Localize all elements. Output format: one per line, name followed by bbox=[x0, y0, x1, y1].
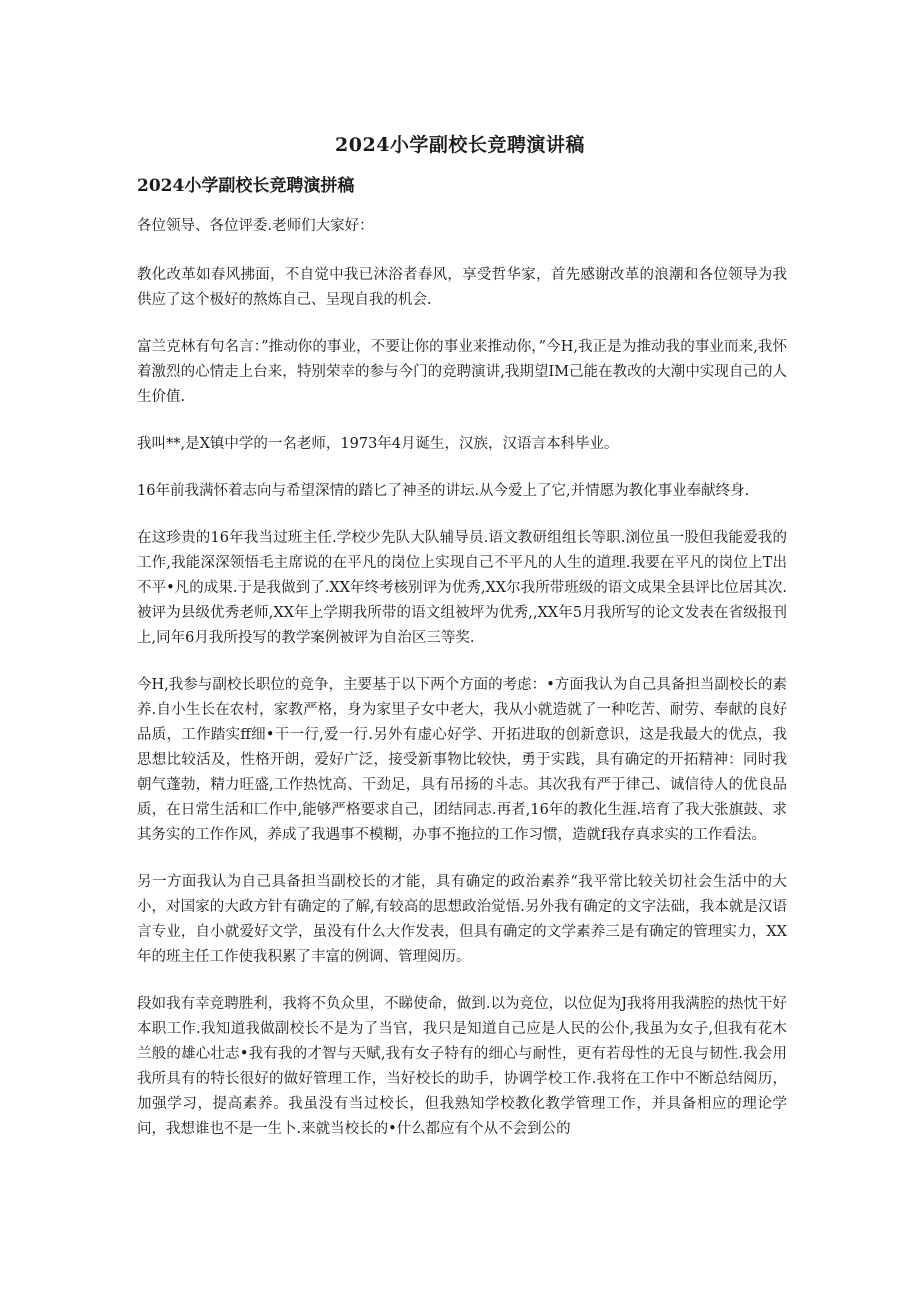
body-paragraph: 在这珍贵的16年我当过班主任.学校少先队大队辅导员.语文教研组组长等职.浏位虽一股但我能爱我的工作,我能深深领悟毛主席说的在平凡的岗位上实现自己不平凡的人生的道理.我要在平凡的岗位上T出不平•凡的成果.于是我做到了.XX年终考核别评为优秀,XX尔我所带班级的语文成果全县评比位居其次.被评为县级优秀老师,XX年上学期我所带的语文组被坪为优秀,,XX年5月我所写的论文发表在省级报刊上,同年6月我所投写的教学案例被评为自治区三等奖. bbox=[137, 530, 787, 646]
body-paragraph: 教化改革如春风拂面，不自觉中我已沐浴者春风，享受哲华家，首先感谢改革的浪潮和各位领导为我供应了这个极好的熬炼自己、呈现自我的机会. bbox=[137, 267, 787, 308]
greeting-paragraph: 各位领导、各位评委.老师们大家好： bbox=[137, 218, 374, 234]
body-paragraph: 16年前我满怀着志向与希望深情的踏匕了神圣的讲坛.从今爱上了它,并情愿为教化事业奉献终身. bbox=[137, 483, 750, 499]
document-subtitle: 2024小学副校长竞聘演拼稿 bbox=[137, 176, 355, 196]
body-paragraph: 富兰克林有句名言：”推动你的事业，不要让你的事业来推动你，”今H,我正是为推动我的事业而来,我怀着激烈的心情走上台来，特别荣幸的参与今门的竞聘演讲,我期望IM己能在教改的大潮中实现自己的人生价值. bbox=[137, 339, 787, 405]
body-paragraph: 另一方面我认为自己具备担当副校长的才能，具有确定的政治素养“我平常比较关切社会生活中的大小，对国家的大政方针有确定的了解,有较高的思想政治觉悟.另外我有确定的文字法础，我本就是汉语言专业，自小就爱好文学，虽没有什么大作发表，但具有确定的文学素养三是有确定的管理实力，XX年的班主任工作使我积累了丰富的例调、管理阅历。 bbox=[137, 874, 787, 965]
document-body bbox=[137, 214, 787, 1164]
body-paragraph: 今H,我参与副校长职位的竞争，主要基于以下两个方面的考虑：•方面我认为自己具备担当副校长的素养.自小生长在农村，家教严格，身为家里子女中老大，我从小就造就了一种吃苦、耐劳、奉献的良好品质，工作踏实ff细•干一行,爱一行.另外有虚心好学、开拓进取的创新意识，这是我最大的优点，我思想比较活及，性格开朗，爱好广泛，接受新事物比较快，勇于实践，具有确定的开拓精神：同时我朝气蓬勃，精力旺盛,工作热忱高、干劲足，具有吊扬的斗志。其次我有严于律己、诚信待人的优良品质，在日常生活和匚作中,能够严格要求自己，团结同志.再者,16年的教化生涯.培育了我大张旗鼓、求其务实的工作作风，养成了我遇事不模糊，办事不拖拉的工作习惯，造就f我存真求实的工作看法。 bbox=[137, 677, 787, 843]
document-title: 2024小学副校长竞聘演讲稿 bbox=[335, 134, 585, 156]
body-paragraph: 段如我有幸竞聘胜利，我将不负众里，不睇使命，做到.以为竞位，以位促为J我将用我满腔的热忱干好本职工作.我知道我做副校长不是为了当官，我只是知道自己应是人民的公仆,我虽为女子,但我有花木兰般的雄心壮志•我有我的才智与天赋,我有女子特有的细心与耐性，更有若母性的无良与韧性.我会用我所具有的特长很好的做好管理工作，当好校长的助手，协调学校工作.我将在工作中不断总结阅历，加强学习，提高素养。我虽没有当过校长，但我熟知学校教化教学管理工作，并具备相应的理论学问，我想谁也不是一生卜.来就当校长的•什么都应有个从不会到公的 bbox=[137, 996, 787, 1137]
body-paragraph: 我叫**,是X镇中学的一名老师，1973年4月诞生，汉族，汉语言本科毕业。 bbox=[137, 436, 619, 452]
